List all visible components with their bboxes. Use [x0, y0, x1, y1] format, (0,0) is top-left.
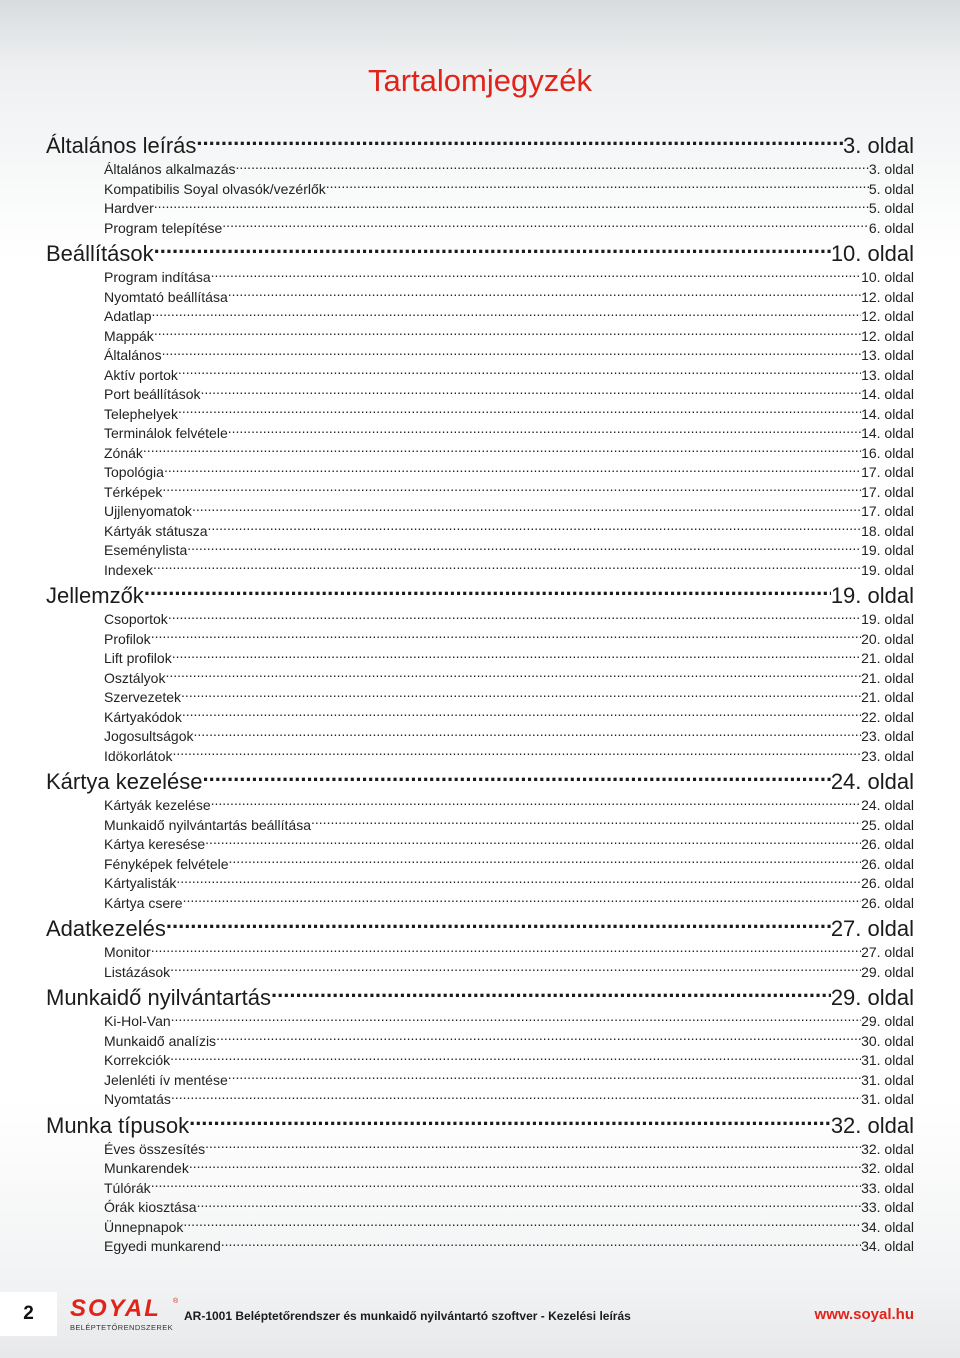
- logo-subtitle: BELÉPTETŐRENDSZEREK: [70, 1323, 174, 1332]
- toc-entry[interactable]: [46, 1089, 914, 1109]
- toc-section-label: Munka típusok: [46, 1112, 190, 1138]
- toc-entry-label: Nyomtatás: [104, 1091, 171, 1107]
- toc-entry[interactable]: [46, 306, 914, 326]
- toc-entry[interactable]: [46, 521, 914, 541]
- dot-leader: [144, 579, 831, 603]
- toc-section-page: 27. oldal: [830, 916, 914, 941]
- toc-section-label: Munkaidő nyilvántartás: [46, 985, 272, 1010]
- dot-leader: [153, 560, 861, 575]
- toc-entry-page: 17. oldal: [861, 503, 914, 519]
- dot-leader: [170, 1050, 861, 1065]
- toc-section-page: 10. oldal: [830, 241, 914, 266]
- dot-leader: [311, 815, 861, 830]
- dot-leader: [228, 423, 861, 438]
- toc-entry-label: Ujjlenyomatok: [104, 503, 192, 519]
- toc-entry[interactable]: [46, 893, 914, 913]
- registered-mark: ®: [173, 1298, 179, 1305]
- toc-entry-page: 20. oldal: [861, 630, 914, 647]
- toc-entry-page: 26. oldal: [861, 855, 914, 872]
- toc-entry-label: Ünnepnapok: [104, 1218, 184, 1235]
- dot-leader: [151, 629, 861, 644]
- toc-entry-page: 30. oldal: [861, 1032, 914, 1049]
- toc-entry-label: Zónák: [104, 444, 143, 461]
- dot-leader: [154, 326, 861, 341]
- toc-section-label: Beállítások: [46, 241, 154, 266]
- toc-entry-label: Általános alkalmazás: [104, 161, 236, 177]
- toc-entry-label: Osztályok: [104, 669, 166, 686]
- dot-leader: [168, 609, 861, 624]
- dot-leader: [162, 345, 861, 360]
- toc-entry-page: 34. oldal: [861, 1238, 914, 1254]
- toc-entry[interactable]: [46, 1158, 914, 1178]
- toc-entry-page: 13. oldal: [861, 366, 914, 383]
- dot-leader: [187, 540, 861, 555]
- toc-entry-label: Aktív portok: [104, 366, 178, 383]
- toc-entry-label: Lift profilok: [104, 650, 172, 666]
- toc-entry-label: Terminálok felvétele: [104, 425, 228, 441]
- toc-entry[interactable]: [46, 854, 914, 874]
- toc-entry[interactable]: [46, 629, 914, 649]
- soyal-logo: [70, 1295, 180, 1334]
- toc-entry-page: 5. oldal: [868, 200, 914, 216]
- toc-entry-label: Kártya csere: [104, 894, 183, 911]
- page-title: Tartalomjegyzék: [368, 63, 592, 98]
- toc-entry-label: Általános: [104, 347, 162, 363]
- toc-entry[interactable]: [46, 1236, 914, 1256]
- toc-entry-page: 5. oldal: [868, 180, 914, 197]
- toc-section[interactable]: [46, 765, 914, 795]
- toc-entry[interactable]: [46, 560, 914, 580]
- toc-entry[interactable]: [46, 668, 914, 688]
- toc-entry-page: 21. oldal: [861, 669, 914, 686]
- toc-entry[interactable]: [46, 384, 914, 404]
- website-link[interactable]: www.soyal.hu: [814, 1306, 914, 1323]
- toc-entry[interactable]: [46, 795, 914, 815]
- toc-entry[interactable]: [46, 609, 914, 629]
- toc-entry[interactable]: [46, 1139, 914, 1159]
- dot-leader: [176, 873, 861, 888]
- dot-leader: [170, 962, 861, 977]
- dot-leader: [222, 218, 869, 233]
- dot-leader: [229, 854, 862, 869]
- toc-section-page: 29. oldal: [830, 985, 914, 1010]
- toc-entry[interactable]: [46, 365, 914, 385]
- dot-leader: [154, 237, 831, 261]
- toc-entry-label: Program indítása: [104, 269, 211, 285]
- dot-leader: [151, 306, 861, 321]
- toc-entry[interactable]: [46, 1197, 914, 1217]
- toc-entry-label: Órák kiosztása: [104, 1199, 197, 1215]
- toc-entry[interactable]: [46, 962, 914, 982]
- dot-leader: [164, 462, 861, 477]
- toc-entry[interactable]: [46, 404, 914, 424]
- dot-leader: [154, 198, 869, 213]
- toc-entry-label: Kártya keresése: [104, 836, 206, 852]
- toc-entry-label: Kártyakódok: [104, 708, 182, 725]
- toc-section[interactable]: [46, 981, 914, 1011]
- toc-entry-page: 17. oldal: [861, 483, 914, 500]
- dot-leader: [172, 746, 861, 761]
- toc-entry[interactable]: [46, 345, 914, 365]
- toc-entry[interactable]: [46, 746, 914, 766]
- dot-leader: [228, 287, 861, 302]
- dot-leader: [228, 1070, 861, 1085]
- toc-entry-page: 19. oldal: [861, 611, 914, 627]
- toc-entry[interactable]: [46, 267, 914, 287]
- toc-section-label: Adatkezelés: [46, 916, 166, 941]
- toc-entry[interactable]: [46, 1070, 914, 1090]
- toc-entry-page: 26. oldal: [861, 836, 914, 852]
- toc-entry-label: Program telepítése: [104, 219, 223, 236]
- dot-leader: [183, 1217, 861, 1232]
- dot-leader: [162, 482, 861, 497]
- toc-entry-label: Adatlap: [104, 308, 152, 324]
- dot-leader: [205, 1139, 861, 1154]
- toc-entry[interactable]: [46, 287, 914, 307]
- toc-entry-page: 23. oldal: [861, 728, 914, 744]
- toc-entry-label: Jelenléti ív mentése: [104, 1071, 228, 1088]
- toc-entry-label: Hardver: [104, 200, 154, 216]
- toc-entry[interactable]: [46, 179, 914, 199]
- toc-entry-label: Térképek: [104, 483, 163, 500]
- dot-leader: [183, 893, 861, 908]
- toc-entry-label: Egyedi munkarend: [104, 1238, 221, 1254]
- toc-entry[interactable]: [46, 726, 914, 746]
- dot-leader: [236, 159, 869, 174]
- toc-entry-label: Kompatibilis Soyal olvasók/vezérlők: [104, 180, 326, 197]
- toc-entry-page: 24. oldal: [861, 797, 914, 813]
- toc-entry-page: 12. oldal: [861, 308, 914, 324]
- toc-entry-page: 21. oldal: [861, 650, 914, 666]
- toc-entry-label: Jogosultságok: [104, 728, 194, 744]
- toc-section[interactable]: [46, 912, 914, 942]
- toc-entry-page: 19. oldal: [861, 542, 914, 558]
- toc-entry[interactable]: [46, 687, 914, 707]
- toc-entry[interactable]: [46, 942, 914, 962]
- page-footer: [0, 1292, 960, 1338]
- dot-leader: [182, 707, 861, 722]
- toc-entry[interactable]: [46, 815, 914, 835]
- toc-entry-label: Munkaidő analízis: [104, 1032, 217, 1049]
- toc-entry-page: 14. oldal: [861, 425, 914, 441]
- toc-entry-label: Nyomtató beállítása: [104, 288, 228, 305]
- toc-entry-page: 17. oldal: [861, 464, 914, 480]
- toc-entry-label: Kártyák kezelése: [104, 797, 211, 813]
- toc-entry-page: 25. oldal: [861, 816, 914, 833]
- dot-leader: [201, 384, 862, 399]
- toc-entry-label: Ki-Hol-Van: [104, 1013, 171, 1029]
- dot-leader: [197, 1197, 861, 1212]
- toc-entry[interactable]: [46, 1178, 914, 1198]
- toc-entry[interactable]: [46, 873, 914, 893]
- toc-entry-label: Túlórák: [104, 1179, 151, 1196]
- toc-entry-label: Korrekciók: [104, 1052, 171, 1068]
- toc-entry-page: 22. oldal: [861, 708, 914, 725]
- toc-section[interactable]: [46, 129, 914, 159]
- toc-section-label: Jellemzők: [46, 583, 144, 608]
- dot-leader: [271, 981, 831, 1005]
- toc-entry-label: Topológia: [104, 464, 164, 480]
- dot-leader: [171, 1089, 861, 1104]
- toc-section-page: 19. oldal: [830, 583, 914, 608]
- dot-leader: [211, 795, 861, 810]
- toc-entry-page: 14. oldal: [861, 386, 914, 402]
- table-of-contents: [46, 129, 914, 1256]
- toc-entry-page: 32. oldal: [861, 1160, 914, 1176]
- toc-entry-page: 14. oldal: [861, 405, 914, 422]
- toc-entry-page: 19. oldal: [861, 561, 914, 578]
- toc-section[interactable]: [46, 1109, 914, 1139]
- toc-entry-label: Éves összesítés: [104, 1140, 206, 1157]
- toc-entry[interactable]: [46, 462, 914, 482]
- toc-entry-page: 10. oldal: [861, 269, 914, 285]
- toc-entry[interactable]: [46, 1011, 914, 1031]
- toc-section[interactable]: [46, 579, 914, 609]
- toc-entry-label: Munkarendek: [104, 1160, 189, 1176]
- toc-entry-page: 31. oldal: [861, 1071, 914, 1088]
- toc-entry-label: Port beállítások: [104, 386, 201, 402]
- dot-leader: [178, 365, 861, 380]
- toc-entry[interactable]: [46, 834, 914, 854]
- page-number: 2: [0, 1292, 57, 1336]
- toc-entry[interactable]: [46, 423, 914, 443]
- dot-leader: [172, 648, 861, 663]
- toc-entry-page: 12. oldal: [861, 327, 914, 344]
- toc-entry-page: 29. oldal: [861, 1013, 914, 1029]
- toc-entry-label: Idökorlátok: [104, 747, 173, 764]
- toc-entry-label: Indexek: [104, 561, 154, 578]
- dot-leader: [151, 942, 861, 957]
- toc-entry-page: 16. oldal: [861, 444, 914, 461]
- toc-section-page: 24. oldal: [830, 769, 914, 794]
- dot-leader: [189, 1109, 831, 1133]
- toc-entry-page: 23. oldal: [861, 747, 914, 764]
- toc-entry[interactable]: [46, 1031, 914, 1051]
- toc-section-page: 32. oldal: [830, 1112, 914, 1138]
- toc-entry-page: 21. oldal: [861, 689, 914, 705]
- toc-section[interactable]: [46, 237, 914, 267]
- dot-leader: [205, 834, 861, 849]
- toc-entry-page: 31. oldal: [861, 1091, 914, 1107]
- logo-text: SOYAL: [70, 1295, 161, 1322]
- dot-leader: [211, 267, 861, 282]
- toc-entry-label: Eseménylista: [104, 542, 188, 558]
- dot-leader: [326, 179, 869, 194]
- toc-entry[interactable]: [46, 707, 914, 727]
- toc-entry-label: Kártyák státusza: [104, 522, 208, 539]
- toc-entry[interactable]: [46, 159, 914, 179]
- toc-entry-page: 29. oldal: [861, 963, 914, 980]
- toc-entry[interactable]: [46, 198, 914, 218]
- toc-entry-label: Listázások: [104, 963, 171, 980]
- dot-leader: [165, 668, 861, 683]
- toc-entry-label: Profilok: [104, 630, 151, 647]
- dot-leader: [143, 443, 861, 458]
- dot-leader: [171, 1011, 861, 1026]
- toc-entry-label: Munkaidő nyilvántartás beállítása: [104, 816, 312, 833]
- dot-leader: [203, 765, 831, 789]
- toc-entry-label: Csoportok: [104, 611, 168, 627]
- toc-section-page: 3. oldal: [843, 133, 914, 158]
- toc-entry-page: 13. oldal: [861, 347, 914, 363]
- toc-entry[interactable]: [46, 482, 914, 502]
- dot-leader: [178, 404, 861, 419]
- dot-leader: [192, 501, 861, 516]
- toc-entry-page: 27. oldal: [861, 944, 914, 960]
- footer-description: AR-1001 Beléptetőrendszer és munkaidő nyilvántartó szoftver - Kezelési leírás: [184, 1309, 631, 1323]
- toc-entry-page: 26. oldal: [861, 875, 914, 891]
- dot-leader: [216, 1031, 861, 1046]
- dot-leader: [151, 1178, 861, 1193]
- toc-entry-page: 33. oldal: [861, 1179, 914, 1196]
- toc-entry-label: Telephelyek: [104, 405, 178, 422]
- toc-section-label: Általános leírás: [46, 133, 197, 158]
- toc-entry-label: Kártyalisták: [104, 875, 177, 891]
- toc-entry-label: Szervezetek: [104, 689, 182, 705]
- toc-entry-page: 18. oldal: [861, 522, 914, 539]
- toc-entry-page: 34. oldal: [861, 1218, 914, 1235]
- dot-leader: [181, 687, 861, 702]
- dot-leader: [221, 1236, 861, 1251]
- toc-entry-label: Mappák: [104, 327, 154, 344]
- toc-entry-label: Fényképek felvétele: [104, 855, 229, 872]
- toc-entry[interactable]: [46, 540, 914, 560]
- toc-entry-page: 12. oldal: [861, 288, 914, 305]
- toc-entry[interactable]: [46, 218, 914, 238]
- dot-leader: [208, 521, 862, 536]
- dot-leader: [194, 726, 862, 741]
- toc-section-label: Kártya kezelése: [46, 769, 203, 794]
- toc-entry[interactable]: [46, 443, 914, 463]
- toc-entry-page: 26. oldal: [861, 894, 914, 911]
- toc-entry-label: Monitor: [104, 944, 151, 960]
- toc-entry-page: 33. oldal: [861, 1199, 914, 1215]
- toc-entry[interactable]: [46, 1217, 914, 1237]
- toc-entry[interactable]: [46, 1050, 914, 1070]
- dot-leader: [166, 912, 831, 936]
- toc-entry[interactable]: [46, 648, 914, 668]
- toc-entry-page: 3. oldal: [868, 161, 914, 177]
- toc-entry[interactable]: [46, 501, 914, 521]
- dot-leader: [196, 129, 843, 153]
- toc-entry-page: 6. oldal: [868, 219, 914, 236]
- toc-entry-page: 32. oldal: [861, 1140, 914, 1157]
- dot-leader: [189, 1158, 861, 1173]
- toc-entry-page: 31. oldal: [861, 1052, 914, 1068]
- toc-entry[interactable]: [46, 326, 914, 346]
